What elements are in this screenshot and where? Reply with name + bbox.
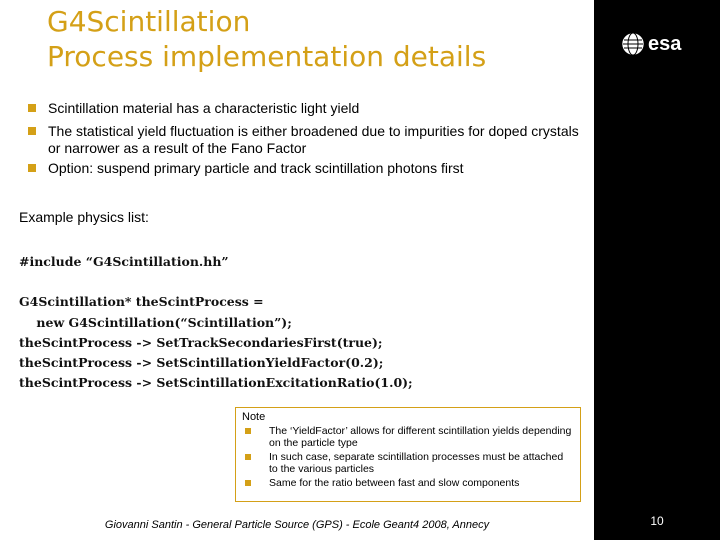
code-include-line: #include “G4Scintillation.hh”: [19, 254, 229, 269]
square-bullet-icon: [245, 428, 251, 434]
bullet-text: The statistical yield fluctuation is either broadened due to impurities for doped crystals or narrower as a result of the Fano Factor: [48, 123, 579, 156]
note-item: [242, 452, 574, 475]
side-panel: [594, 0, 720, 540]
page-number: 10: [650, 514, 664, 528]
note-list: [242, 426, 574, 490]
slide-title: [47, 4, 587, 74]
square-bullet-icon: [28, 164, 36, 172]
code-line: G4Scintillation* theScintProcess =: [19, 294, 264, 309]
code-line: theScintProcess -> SetScintillationYieldFactor(0.2);: [19, 355, 384, 370]
note-text: Same for the ratio between fast and slow components: [269, 477, 520, 489]
bullet-item: [25, 123, 585, 157]
square-bullet-icon: [28, 127, 36, 135]
title-line-2: Process implementation details: [47, 40, 487, 73]
esa-logo: [620, 30, 700, 58]
square-bullet-icon: [245, 480, 251, 486]
note-item: [242, 478, 574, 490]
bullet-item: [25, 100, 585, 117]
note-text: The ‘YieldFactor’ allows for different scintillation yields depending on the particle type: [269, 425, 572, 449]
code-line: theScintProcess -> SetTrackSecondariesFirst(true);: [19, 335, 383, 350]
note-text: In such case, separate scintillation processes must be attached to the various particles: [269, 451, 564, 475]
bullet-text: Option: suspend primary particle and track scintillation photons first: [48, 160, 464, 176]
square-bullet-icon: [28, 104, 36, 112]
code-line: theScintProcess -> SetScintillationExcitationRatio(1.0);: [19, 375, 413, 390]
esa-globe-icon: [620, 31, 646, 57]
title-line-1: G4Scintillation: [47, 5, 251, 38]
square-bullet-icon: [245, 454, 251, 460]
bullet-list: [25, 100, 585, 183]
example-label: Example physics list:: [19, 209, 149, 225]
note-item: [242, 426, 574, 449]
code-line: new G4Scintillation(“Scintillation”);: [19, 315, 292, 330]
slide-footer: Giovanni Santin - General Particle Source (GPS) - Ecole Geant4 2008, Annecy: [104, 519, 490, 531]
esa-logo-text: esa: [648, 32, 682, 55]
bullet-text: Scintillation material has a characteristic light yield: [48, 100, 360, 116]
note-box: [235, 407, 581, 502]
note-title: Note: [242, 411, 266, 423]
bullet-item: [25, 160, 585, 177]
